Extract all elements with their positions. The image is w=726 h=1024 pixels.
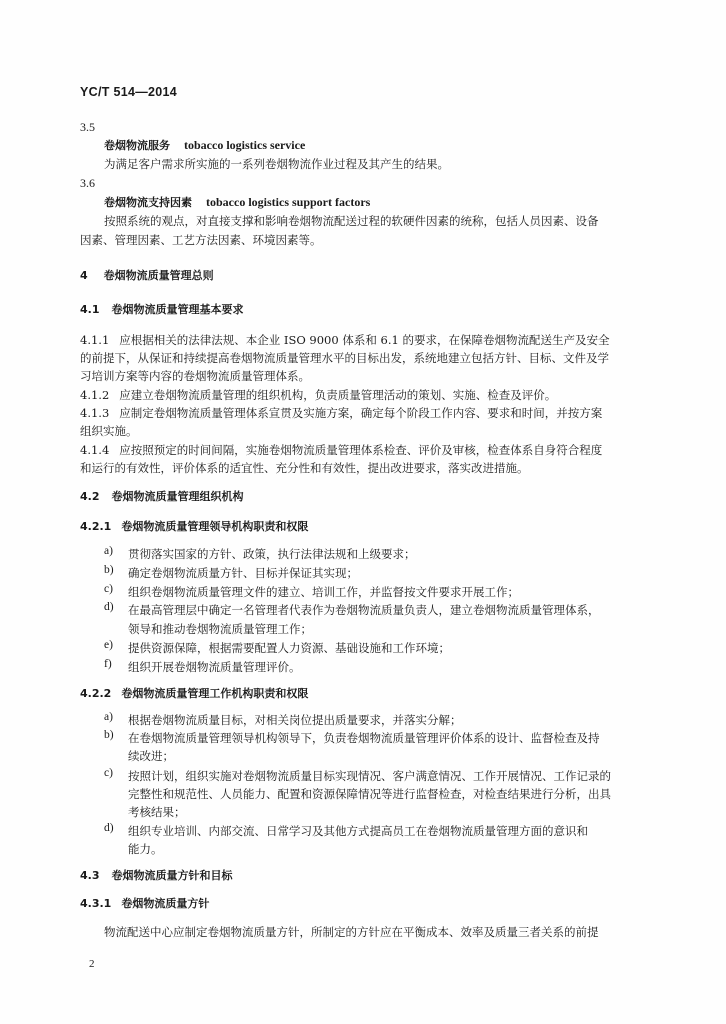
clause-4-1-1-line3: 习培训方案等内容的卷烟物流质量管理体系。 bbox=[80, 369, 310, 383]
section-4-2-2-title: 卷烟物流质量管理工作机构职责和权限 bbox=[121, 687, 309, 700]
clause-4-1-4-line2: 和运行的有效性，评价体系的适宜性、充分性和有效性，提出改进要求，落实改进措施。 bbox=[80, 461, 529, 475]
section-4-2-1-title: 卷烟物流质量管理领导机构职责和权限 bbox=[121, 520, 309, 533]
clause-4-1-1-line2: 的前提下，从保证和持续提高卷烟物流质量管理水平的目标出发，系统地建立包括方针、目标、文件及学 bbox=[80, 351, 609, 365]
clause-4-1-4-text: 应按照预定的时间间隔，实施卷烟物流质量管理体系检查、评价及审核，检查体系自身符合程度 bbox=[119, 443, 603, 457]
clause-4-3-1-line1: 物流配送中心应制定卷烟物流质量方针，所制定的方针应在平衡成本、效率及质量三者关系的前提 bbox=[104, 925, 599, 939]
clause-4-1-3-number: 4.1.3 bbox=[80, 406, 110, 420]
clause-3-5-number: 3.5 bbox=[80, 120, 95, 134]
list-item-text-continuation: 续改进； bbox=[128, 749, 174, 763]
list-item-text: 贯彻落实国家的方针、政策，执行法律法规和上级要求； bbox=[128, 547, 416, 561]
section-4-2-heading bbox=[80, 487, 244, 506]
term-3-6 bbox=[104, 193, 370, 212]
list-item-text: 组织专业培训、内部交流、日常学习及其他方式提高员工在卷烟物流质量管理方面的意识和 bbox=[128, 824, 588, 838]
section-4-1-title: 卷烟物流质量管理基本要求 bbox=[111, 303, 244, 316]
list-item-text-continuation: 领导和推动卷烟物流质量管理工作； bbox=[128, 622, 312, 636]
list-item-text: 根据卷烟物流质量目标，对相关岗位提出质量要求，并落实分解； bbox=[128, 713, 462, 727]
section-4-1-number: 4.1 bbox=[80, 303, 100, 316]
list-item-text: 提供资源保障，根据需要配置人力资源、基础设施和工作环境； bbox=[128, 641, 450, 655]
section-4-2-number: 4.2 bbox=[80, 490, 100, 503]
section-4-3-number: 4.3 bbox=[80, 869, 100, 882]
section-4-3-heading bbox=[80, 866, 233, 885]
section-4-2-1-heading bbox=[80, 517, 308, 536]
clause-4-1-2 bbox=[80, 386, 556, 405]
list-item-text: 在最高管理层中确定一名管理者代表作为卷烟物流质量负责人，建立卷烟物流质量管理体系， bbox=[128, 603, 600, 617]
list-item-text-continuation: 完整性和规范性、人员能力、配置和资源保障情况等进行监督检查，对检查结果进行分析，出具 bbox=[128, 787, 611, 801]
list-item-label: a) bbox=[104, 711, 113, 723]
list-item-label: f) bbox=[104, 658, 112, 670]
clause-4-1-3-line1 bbox=[80, 404, 602, 423]
term-3-5-definition: 为满足客户需求所实施的一系列卷烟物流作业过程及其产生的结果。 bbox=[104, 157, 449, 171]
section-4-number: 4 bbox=[80, 269, 88, 282]
clause-4-1-4-line1 bbox=[80, 441, 602, 460]
clause-4-1-1-line1 bbox=[80, 331, 609, 350]
list-item-label: a) bbox=[104, 545, 113, 557]
clause-4-1-4-number: 4.1.4 bbox=[80, 443, 110, 457]
list-item-label: b) bbox=[104, 564, 114, 576]
term-3-5-en: tobacco logistics service bbox=[184, 138, 306, 152]
page-number: 2 bbox=[89, 958, 95, 970]
term-3-6-en: tobacco logistics support factors bbox=[206, 195, 371, 209]
section-4-heading bbox=[80, 266, 214, 285]
section-4-3-1-heading bbox=[80, 894, 209, 913]
list-item-label: e) bbox=[104, 639, 113, 651]
section-4-2-2-number: 4.2.2 bbox=[80, 687, 112, 700]
list-item-text: 组织卷烟物流质量管理文件的建立、培训工作，并监督按文件要求开展工作； bbox=[128, 585, 519, 599]
section-4-3-title: 卷烟物流质量方针和目标 bbox=[111, 869, 233, 882]
clause-4-1-1-number: 4.1.1 bbox=[80, 333, 110, 347]
list-item-label: b) bbox=[104, 729, 114, 741]
section-4-1-heading bbox=[80, 300, 244, 319]
list-item-text: 确定卷烟物流质量方针、目标并保证其实现； bbox=[128, 566, 358, 580]
list-item-text-continuation: 考核结果； bbox=[128, 805, 186, 819]
term-3-5 bbox=[104, 136, 305, 155]
clause-4-1-2-number: 4.1.2 bbox=[80, 388, 110, 402]
clause-4-1-3-text: 应制定卷烟物流质量管理体系宣贯及实施方案，确定每个阶段工作内容、要求和时间，并按方案 bbox=[119, 406, 603, 420]
clause-4-1-3-line2: 组织实施。 bbox=[80, 424, 138, 438]
list-item-label: c) bbox=[104, 767, 113, 779]
section-4-2-2-heading bbox=[80, 684, 308, 703]
list-item-text: 按照计划，组织实施对卷烟物流质量目标实现情况、客户满意情况、工作开展情况、工作记录的 bbox=[128, 769, 611, 783]
list-item-label: d) bbox=[104, 601, 114, 613]
clause-3-6-number: 3.6 bbox=[80, 176, 95, 190]
list-item-text-continuation: 能力。 bbox=[128, 842, 163, 856]
section-4-2-1-number: 4.2.1 bbox=[80, 520, 112, 533]
section-4-title: 卷烟物流质量管理总则 bbox=[103, 269, 214, 282]
term-3-6-definition-line1: 按照系统的观点，对直接支撑和影响卷烟物流配送过程的软硬件因素的统称，包括人员因素、设备 bbox=[104, 214, 599, 228]
clause-4-1-2-text: 应建立卷烟物流质量管理的组织机构，负责质量管理活动的策划、实施、检查及评价。 bbox=[119, 388, 557, 402]
term-3-6-cn: 卷烟物流支持因素 bbox=[104, 196, 192, 209]
section-4-3-1-number: 4.3.1 bbox=[80, 897, 112, 910]
term-3-5-cn: 卷烟物流服务 bbox=[104, 139, 170, 152]
list-item-text: 组织开展卷烟物流质量管理评价。 bbox=[128, 660, 301, 674]
section-4-3-1-title: 卷烟物流质量方针 bbox=[121, 897, 210, 910]
list-item-text: 在卷烟物流质量管理领导机构领导下，负责卷烟物流质量管理评价体系的设计、监督检查及持 bbox=[128, 731, 600, 745]
list-item-label: d) bbox=[104, 822, 114, 834]
list-item-label: c) bbox=[104, 583, 113, 595]
standard-code: YC/T 514—2014 bbox=[80, 85, 178, 99]
clause-4-1-1-text: 应根据相关的法律法规、本企业 ISO 9000 体系和 6.1 的要求，在保障卷烟物流配送生产及安全 bbox=[119, 333, 610, 347]
term-3-6-definition-line2: 因素、管理因素、工艺方法因素、环境因素等。 bbox=[80, 233, 322, 247]
section-4-2-title: 卷烟物流质量管理组织机构 bbox=[111, 490, 244, 503]
